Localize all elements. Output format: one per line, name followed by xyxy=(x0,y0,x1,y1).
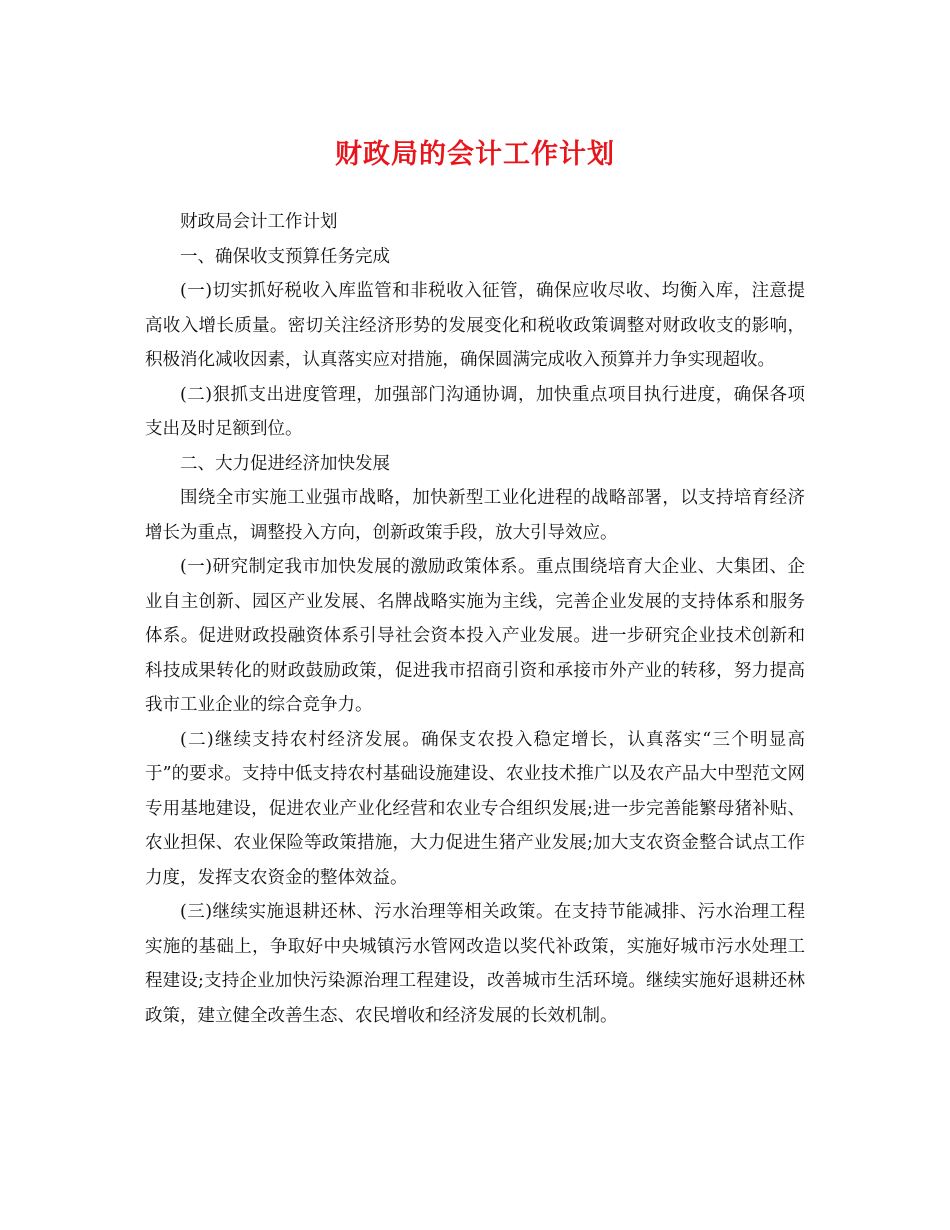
paragraph-2-intro: 围绕全市实施工业强市战略，加快新型工业化进程的战略部署，以支持培育经济增长为重点，调整投入方向，创新政策手段，放大引导效应。 xyxy=(145,488,805,543)
document-body xyxy=(145,205,805,1033)
section-heading-1: 一、确保收支预算任务完成 xyxy=(180,246,390,267)
section-heading-2: 二、大力促进经济加快发展 xyxy=(180,453,390,474)
paragraph-2-2: (二)继续支持农村经济发展。确保支农投入稳定增长，认真落实“三个明显高于”的要求。支持中低支持农村基础设施建设、农业技术推广以及农产品大中型范文网专用基地建设，促进农业产业化经营和农业专合组织发展;进一步完善能繁母猪补贴、农业担保、农业保险等政策措施，大力促进生猪产业发展;加大支农资金整合试点工作力度，发挥支农资金的整体效益。 xyxy=(145,729,805,888)
paragraph-2-1: (一)研究制定我市加快发展的激励政策体系。重点围绕培育大企业、大集团、企业自主创新、园区产业发展、名牌战略实施为主线，完善企业发展的支持体系和服务体系。促进财政投融资体系引导社会资本投入产业发展。进一步研究企业技术创新和科技成果转化的财政鼓励政策，促进我市招商引资和承接市外产业的转移，努力提高我市工业企业的综合竞争力。 xyxy=(145,557,805,715)
document-title: 财政局的会计工作计划 xyxy=(335,139,615,170)
paragraph-2-3: (三)继续实施退耕还林、污水治理等相关政策。在支持节能减排、污水治理工程实施的基础上，争取好中央城镇污水管网改造以奖代补政策，实施好城市污水处理工程建设;支持企业加快污染源治理工程建设，改善城市生活环境。继续实施好退耕还林政策，建立健全改善生态、农民增收和经济发展的长效机制。 xyxy=(145,902,805,1026)
paragraph-1-1: (一)切实抓好税收入库监管和非税收入征管，确保应收尽收、均衡入库，注意提高收入增长质量。密切关注经济形势的发展变化和税收政策调整对财政收支的影响，积极消化减收因素，认真落实应对措施，确保圆满完成收入预算并力争实现超收。 xyxy=(145,281,805,370)
paragraph-doc-name: 财政局会计工作计划 xyxy=(180,212,338,232)
paragraph-1-2: (二)狠抓支出进度管理，加强部门沟通协调，加快重点项目执行进度，确保各项支出及时足额到位。 xyxy=(145,384,805,439)
